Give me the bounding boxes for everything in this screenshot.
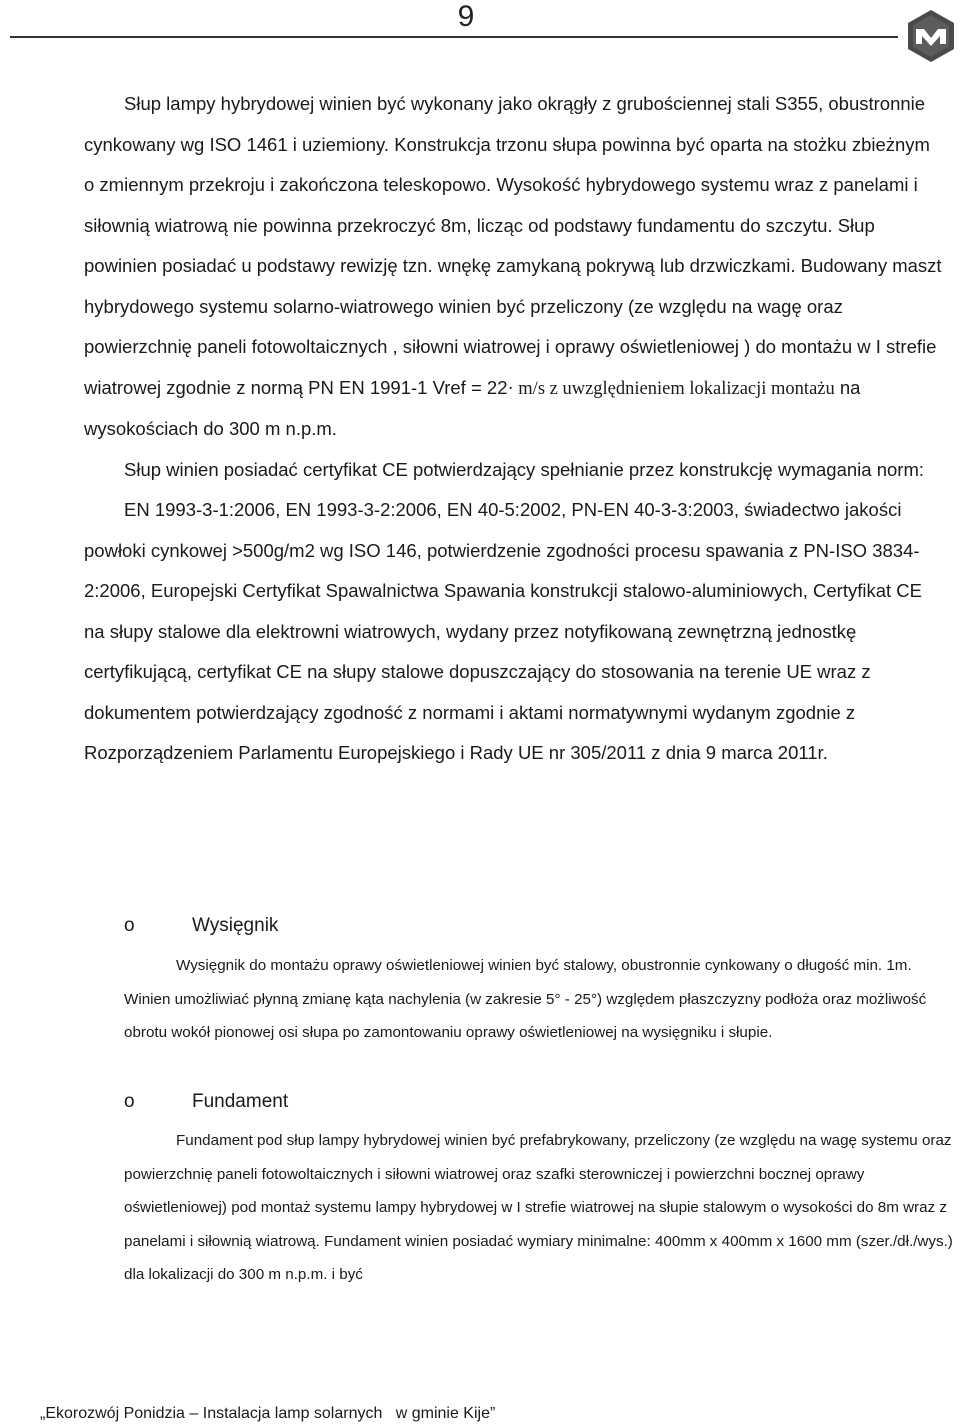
section-heading-fundament: [124, 1090, 944, 1114]
main-body: [84, 84, 944, 774]
paragraph-pole-spec-serif: · m/s z uwzględnieniem lokalizacji montażu: [507, 378, 835, 399]
bullet-marker: o: [124, 1091, 135, 1112]
company-logo-icon: [905, 8, 957, 64]
page-footer: „Ekorozwój Ponidzia – Instalacja lamp solarnych w gminie Kije”: [40, 1405, 496, 1422]
section-heading-text: Wysięgnik: [192, 915, 279, 936]
section-heading-text: Fundament: [192, 1091, 289, 1112]
section-paragraph: Wysięgnik do montażu oprawy oświetleniowej winien być stalowy, obustronnie cynkowany o długość min. 1m. Winien umożliwiać płynną zmianę kąta nachylenia (w zakresie 5° - 25°) względem płaszczyzny podłoża oraz możliwość obrotu wokół pionowej osi słupa po zamontowaniu oprawy oświetleniowej na wysięgniku i słupie.: [124, 957, 927, 1041]
section-text-fundament: [124, 1124, 954, 1292]
section-paragraph: Fundament pod słup lampy hybrydowej winien być prefabrykowany, przeliczony (ze względu na wagę systemu oraz powierzchnię paneli fotowoltaicznych i siłowni wiatrowej oraz szafki sterowniczej i powierzchni bocznej oprawy oświetleniowej) pod montaż systemu lampy hybrydowej w I strefie wiatrowej na słupie stalowym o wysokości do 8m wraz z panelami i siłownią wiatrową. Fundament winien posiadać wymiary minimalne: 400mm x 400mm x 1600 mm (szer./dł./wys.) dla lokalizacji do 300 m n.p.m. i być: [124, 1132, 953, 1283]
section-heading-wysiegnik: [124, 914, 944, 938]
paragraph-pole-spec-text: Słup lampy hybrydowej winien być wykonany jako okrągły z grubościennej stali S355, obustronnie cynkowany wg ISO 1461 i uziemiony. Konstrukcja trzonu słupa powinna być oparta na stożku zbieżnym o zmiennym przekroju i zakończona teleskopowo. Wysokość hybrydowego systemu wraz z panelami i siłownią wiatrową nie powinna przekroczyć 8m, licząc od podstawy fundamentu do szczytu. Słup powinien posiadać u podstawy rewizję tzn. wnękę zamykaną pokrywą lub drzwiczkami. Budowany maszt hybrydowego systemu solarno-wiatrowego winien być przeliczony (ze względu na wagę oraz powierzchnię paneli fotowoltaicznych , siłowni wiatrowej i oprawy oświetleniowej ) do montażu w I strefie wiatrowej zgodnie z normą PN EN 1991-1 Vref = 22: [84, 93, 942, 398]
paragraph-pole-spec-end: na wysokościach do 300 m n.p.m.: [84, 376, 861, 439]
header-rule: [10, 36, 898, 38]
page-number: 9: [457, 0, 475, 33]
paragraph-pole-spec: [84, 84, 944, 450]
section-text-wysiegnik: [124, 949, 954, 1050]
paragraph-norms: EN 1993-3-1:2006, EN 1993-3-2:2006, EN 40-5:2002, PN-EN 40-3-3:2003, świadectwo jakości powłoki cynkowej >500g/m2 wg ISO 146, potwierdzenie zgodności procesu spawania z PN-ISO 3834-2:2006, Europejski Certyfikat Spawalnictwa Spawania konstrukcji stalowo-aluminiowych, Certyfikat CE na słupy stalowe dla elektrowni wiatrowych, wydany przez notyfikowaną zewnętrzną jednostkę certyfikującą, certyfikat CE na słupy stalowe dopuszczający do stosowania na terenie UE wraz z dokumentem potwierdzający zgodność z normami i aktami normatywnymi wydanym zgodnie z Rozporządzeniem Parlamentu Europejskiego i Rady UE nr 305/2011 z dnia 9 marca 2011r.: [84, 499, 923, 763]
paragraph-certificate: Słup winien posiadać certyfikat CE potwierdzający spełnianie przez konstrukcję wymagania norm:: [124, 458, 924, 480]
bullet-marker: o: [124, 915, 135, 936]
